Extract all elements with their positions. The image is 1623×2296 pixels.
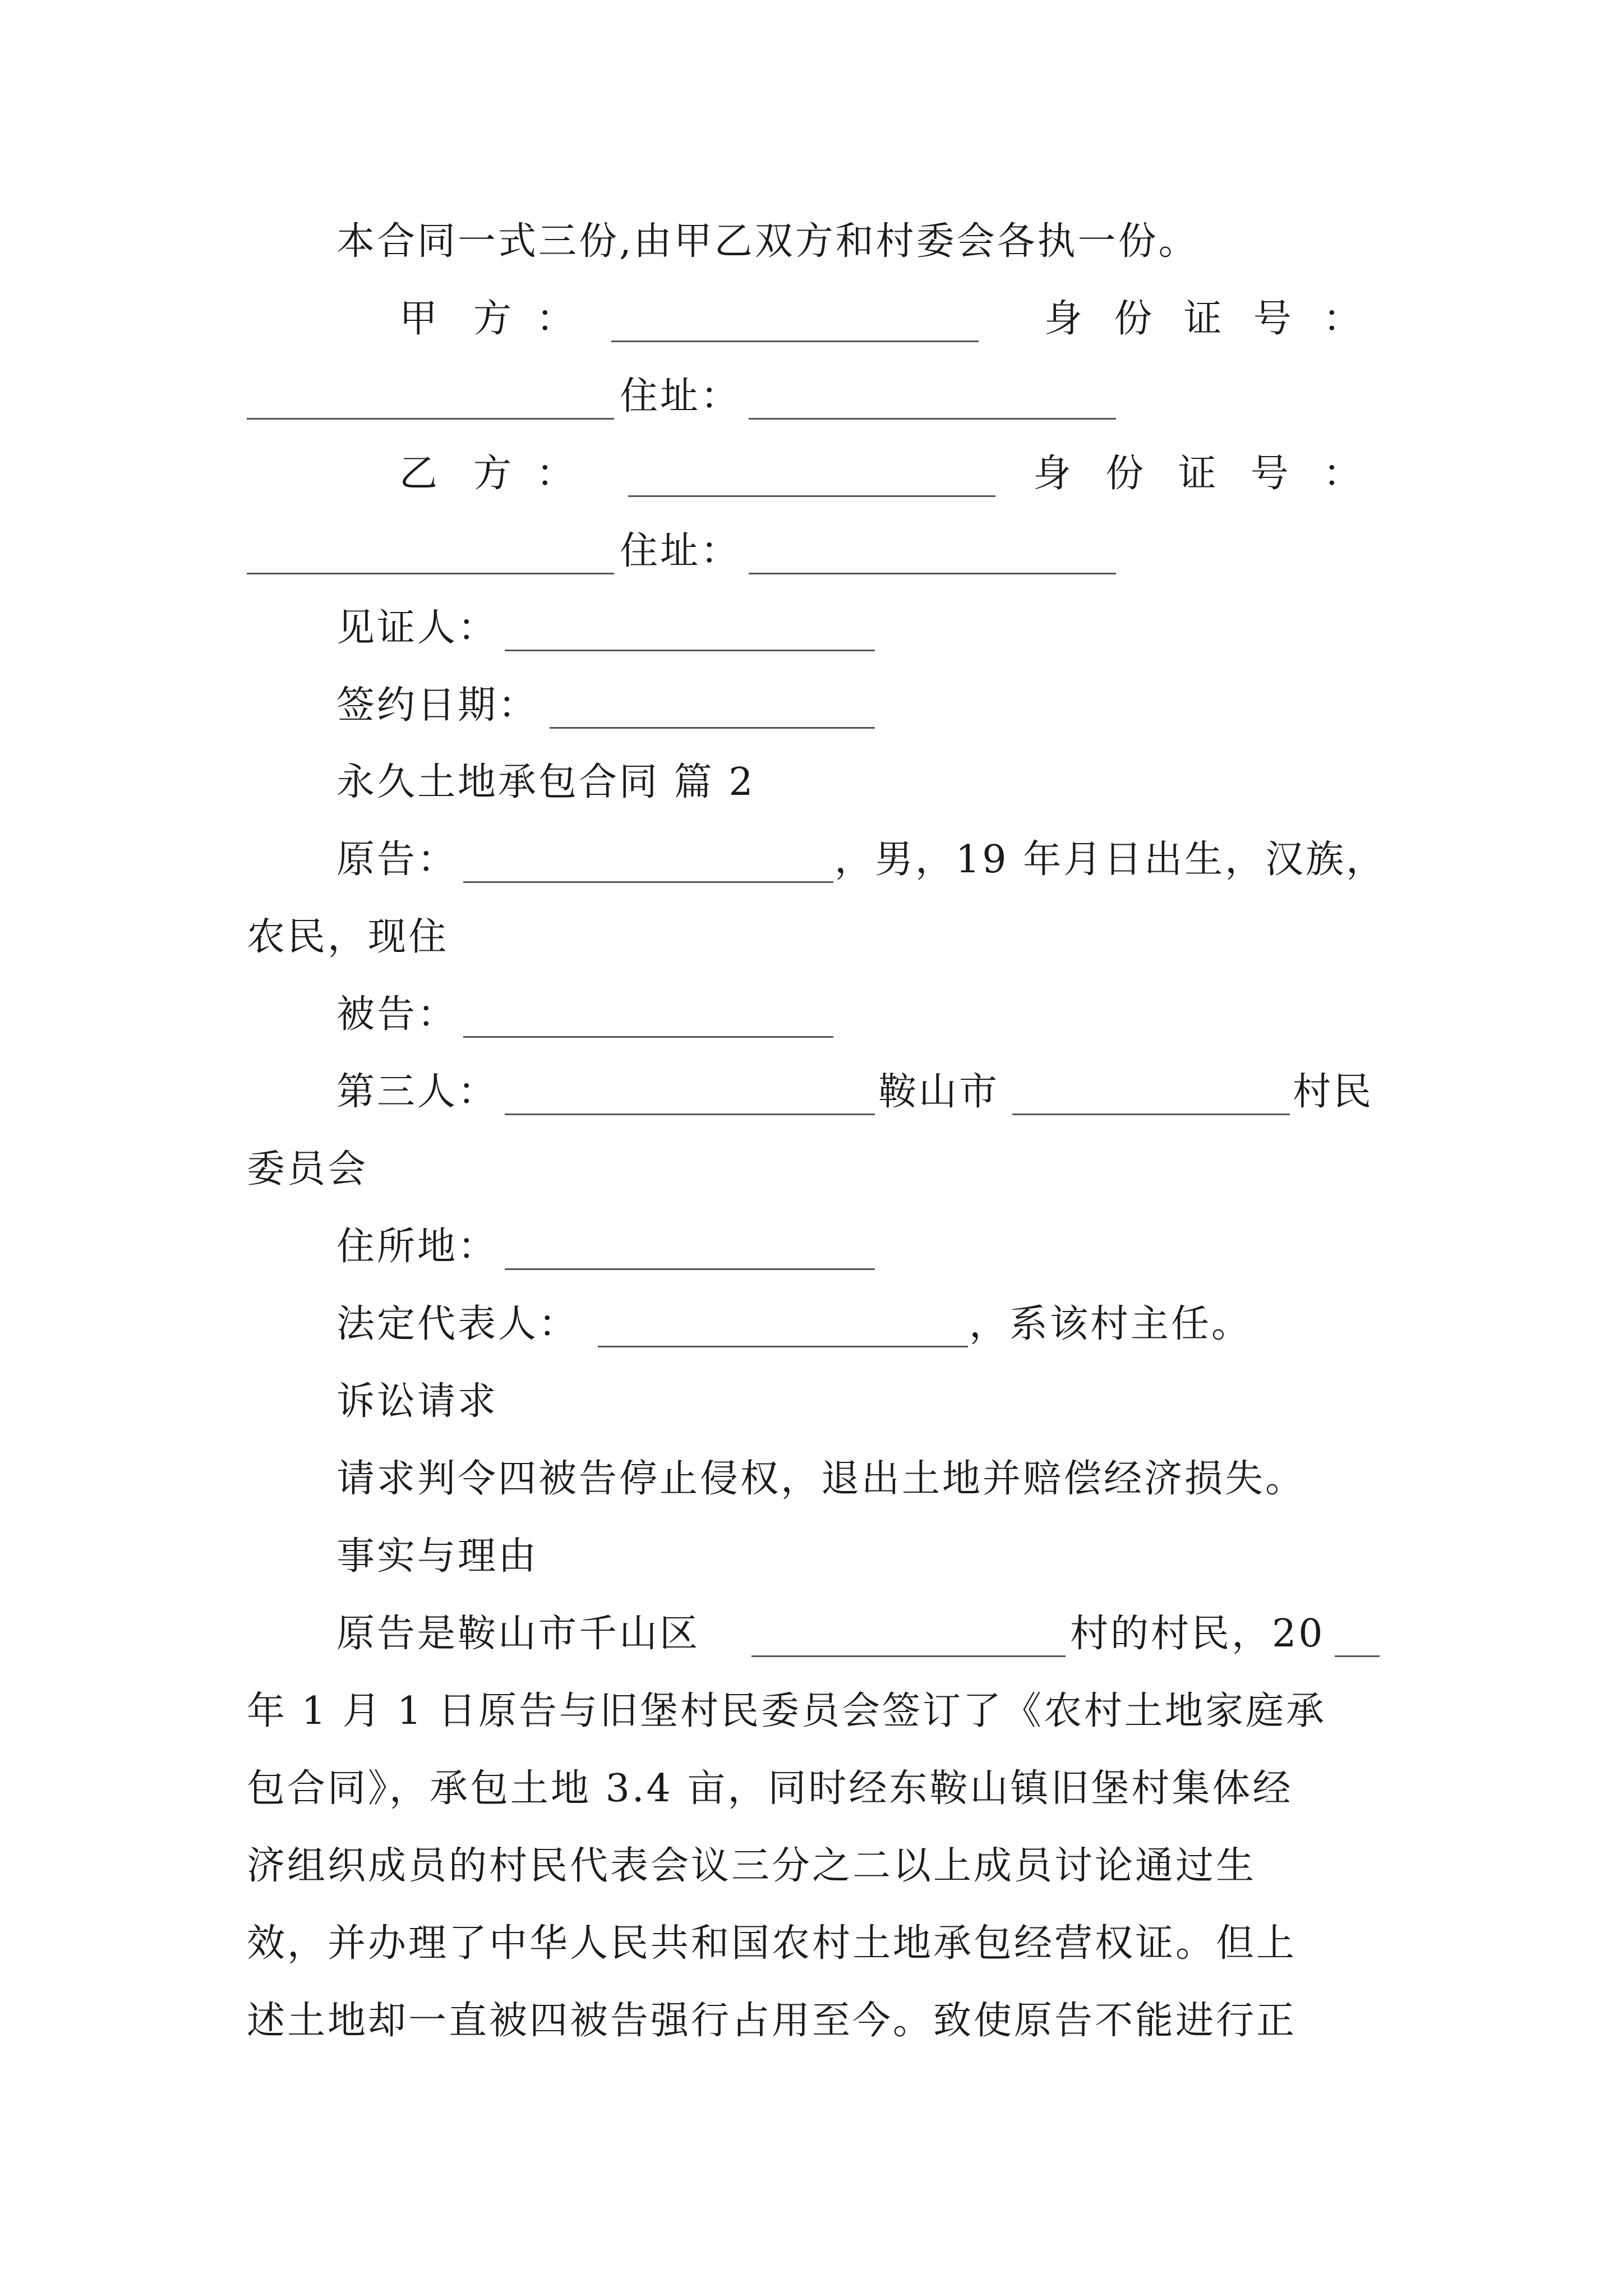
plaintiff-label: 原告： [336,838,458,882]
party-b-id-blank[interactable] [247,533,614,574]
facts-heading: 事实与理由 [336,1534,539,1579]
copies-line: 本合同一式三份,由甲乙双方和村委会各执一份。 [336,219,1199,264]
third-party-city: 鞍山市 [878,1070,1000,1114]
facts-year-blank[interactable] [1335,1616,1380,1657]
sign-date-label: 签约日期： [336,683,539,728]
party-a-char-2: 方 [473,297,514,341]
party-a-colon: ： [536,297,577,341]
third-party-label: 第三人： [336,1070,499,1114]
claims-text: 请求判令四被告停止侵权，退出土地并赔偿经济损失。 [336,1457,1306,1501]
section-title: 永久土地承包合同 篇 2 [336,760,755,804]
party-b-id-char-3: 证 [1178,452,1216,496]
party-b-id-colon: ： [1322,452,1361,496]
plaintiff-text: ，男，19 年月日出生，汉族， [834,838,1387,882]
party-a-id-colon: ： [1322,297,1361,341]
third-party-village-blank[interactable] [1012,1074,1290,1115]
party-b-id-char-4: 号 [1250,452,1289,496]
plaintiff-blank[interactable] [463,842,833,883]
party-a-id-char-1: 身 [1044,297,1083,341]
party-b-address-label: 住址： [620,529,741,573]
party-b-label [399,446,577,502]
witness-label: 见证人： [336,606,499,650]
party-b-char-2: 方 [473,452,514,496]
claims-heading: 诉讼请求 [336,1379,499,1424]
domicile-label: 住所地： [336,1225,499,1269]
party-a-address-blank[interactable] [749,379,1116,420]
party-b-colon: ： [536,452,577,496]
facts-line-5: 效，并办理了中华人民共和国农村土地承包经营权证。但上 [247,1921,1297,1966]
party-b-id-char-1: 身 [1033,452,1072,496]
domicile-blank[interactable] [505,1229,875,1270]
defendant-label: 被告： [336,992,458,1037]
defendant-blank[interactable] [463,997,833,1038]
facts-line-6: 述土地却一直被四被告强行占用至今。致使原告不能进行正 [247,1999,1297,2043]
party-a-address-label: 住址： [620,374,741,418]
plaintiff-text-2: 农民，现住 [247,915,449,959]
legal-rep-suffix: ，系该村主任。 [969,1302,1252,1346]
third-party-suffix-2: 委员会 [247,1147,368,1191]
party-b-name-blank[interactable] [628,456,995,497]
party-a-char-1: 甲 [399,297,440,341]
party-a-id-label [1044,291,1361,347]
legal-rep-label: 法定代表人： [336,1302,579,1346]
party-b-id-char-2: 份 [1105,452,1144,496]
facts-line-2: 年 1 月 1 日原告与旧堡村民委员会签订了《农村土地家庭承 [247,1689,1326,1733]
party-b-char-1: 乙 [399,452,440,496]
third-party-blank[interactable] [505,1074,875,1115]
facts-line-1b: 村的村民，20 [1070,1612,1325,1656]
facts-line-4: 济组织成员的村民代表会议三分之二以上成员讨论通过生 [247,1844,1257,1888]
party-a-id-char-4: 号 [1253,297,1292,341]
legal-rep-blank[interactable] [598,1306,968,1347]
facts-line-1a: 原告是鞍山市千山区 [336,1612,700,1656]
party-a-id-char-2: 份 [1114,297,1152,341]
party-b-address-blank[interactable] [749,533,1116,574]
facts-line-3: 包合同》，承包土地 3.4 亩，同时经东鞍山镇旧堡村集体经 [247,1766,1293,1811]
sign-date-blank[interactable] [550,688,875,729]
party-a-label [399,291,577,347]
party-a-id-char-3: 证 [1183,297,1222,341]
facts-village-blank[interactable] [751,1616,1066,1657]
party-a-name-blank[interactable] [611,301,979,342]
party-b-id-label [1033,446,1361,502]
third-party-suffix: 村民 [1293,1070,1374,1114]
party-a-id-blank[interactable] [247,379,614,420]
witness-blank[interactable] [505,610,875,651]
